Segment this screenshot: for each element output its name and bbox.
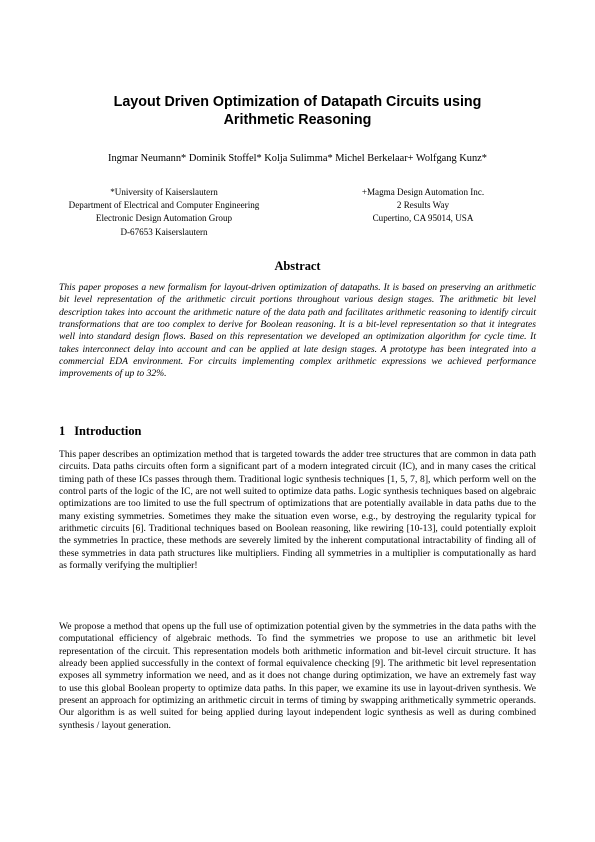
affiliation-line: Electronic Design Automation Group — [95, 213, 233, 224]
title-line: Layout Driven Optimization of Datapath Circuits using — [113, 94, 482, 110]
affiliation-line: +Magma Design Automation Inc. — [361, 187, 485, 197]
affiliation-line: *University of Kaiserslautern — [110, 187, 218, 197]
affiliation-magma — [298, 186, 548, 226]
abstract-heading: Abstract — [274, 259, 321, 273]
affiliation-line: D-67653 Kaiserslautern — [120, 226, 208, 237]
section-heading — [59, 423, 141, 439]
section-title: Introduction — [74, 424, 142, 438]
title-line: Arithmetic Reasoning — [223, 112, 372, 128]
affiliation-kaiserslautern — [26, 186, 302, 239]
affiliation-line: Cupertino, CA 95014, USA — [372, 213, 474, 224]
paper-title — [60, 93, 535, 129]
affiliation-line: Department of Electrical and Computer Engineering — [68, 200, 260, 211]
body-paragraph: We propose a method that opens up the full use of optimization potential given by the symmetries in the data paths with the computational efficiency of algebraic methods. To find the symmetries we propose to use an arithmetic bit level representation of the circuit. This representation models both arithmetic information and bit-level circuit structure. It has already been applied successfully in the context of formal equivalence checking [9]. The arithmetic bit level representation exposes all symmetry information we need, and as it does not change during optimization, we have an extremely fast way to use this global Boolean property to optimize data paths. In this paper, we examine its use in layout-driven synthesis. We present an approach for optimizing an arithmetic circuit in terms of timing by swapping arithmetically symmetric operands. Our algorithm is as well suited for being applied during layout independent logic synthesis as well as during combined synthesis / layout generation. — [59, 621, 536, 731]
abstract-text: This paper proposes a new formalism for layout-driven optimization of datapaths. It is based on preserving an arithmetic bit level representation of the arithmetic circuit portions throughout various design stages. The arithmetic bit level description takes into account the arithmetic nature of the data path and facilitates arithmetic reasoning to identify circuit transformations that are too complex to derive for Boolean reasoning. It is a bit-level representation so that it integrates well into standard design flows. Based on this representation we developed an optimization algorithm for cycle time. It takes interconnect delay into account and can be applied at late design stages. A prototype has been integrated into a commercial EDA environment. For circuits implementing complex arithmetic expressions we achieved performance improvements of up to 32%. — [59, 282, 536, 380]
body-paragraph: This paper describes an optimization method that is targeted towards the adder tree structures that are common in data path circuits. Data paths circuits often form a significant part of a modern integrated circuit (IC), and in many cases the critical timing path of these ICs passes through them. Traditional logic synthesis techniques [1, 5, 7, 8], which perform well on the control parts of the logic of the IC, are not well suited to optimize data paths. Logic synthesis techniques based on algebraic optimizations are too limited to use the full spectrum of optimizations that are potentially available in data paths due to the many existing symmetries. Sometimes they make the situation even worse, e.g., by destroying the regularity typical for arithmetic circuits [6]. Traditional techniques based on Boolean reasoning, like rewiring [10-13], could potentially exploit the symmetries In practice, these methods are severely limited by the inherent computational intractability of finding all of these symmetries in data path structures like multipliers. Finding all symmetries in a multiplier is computationally as hard as formally verifying the multiplier! — [59, 449, 536, 572]
author-list: Ingmar Neumann* Dominik Stoffel* Kolja Sulimma* Michel Berkelaar+ Wolfgang Kunz* — [108, 153, 487, 164]
affiliation-line: 2 Results Way — [396, 200, 450, 211]
section-number: 1 — [59, 424, 66, 438]
